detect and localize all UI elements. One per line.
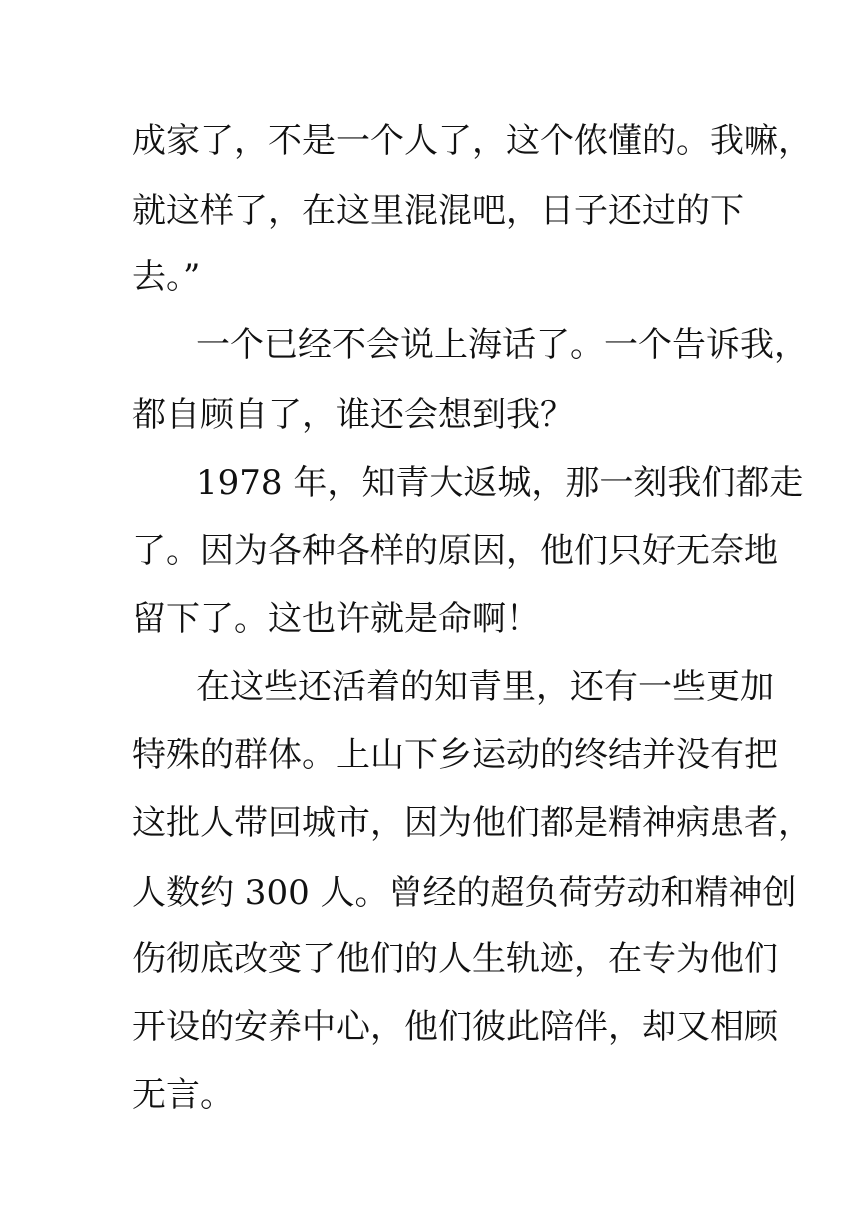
paragraph-4-line-6: 开设的安养中心，他们彼此陪伴，却又相顾 bbox=[132, 1007, 778, 1047]
paragraph-4-line-5: 伤彻底改变了他们的人生轨迹，在专为他们 bbox=[132, 939, 778, 979]
paragraph-4-line-3: 这批人带回城市，因为他们都是精神病患者， bbox=[132, 803, 812, 843]
paragraph-1-line-1: 成家了，不是一个人了，这个侬懂的。我嘛， bbox=[132, 121, 812, 161]
paragraph-3-line-3: 留下了。这也许就是命啊！ bbox=[132, 599, 540, 639]
paragraph-4-line-2: 特殊的群体。上山下乡运动的终结并没有把 bbox=[132, 735, 778, 775]
paragraph-2-line-1: 一个已经不会说上海话了。一个告诉我， bbox=[196, 325, 808, 365]
paragraph-1-line-3: 去。” bbox=[132, 257, 201, 297]
paragraph-3-line-2: 了。因为各种各样的原因，他们只好无奈地 bbox=[132, 531, 778, 571]
paragraph-4-line-7: 无言。 bbox=[132, 1075, 234, 1115]
paragraph-4-line-4: 人数约 300 人。曾经的超负荷劳动和精神创 bbox=[132, 873, 797, 913]
paragraph-2-line-2: 都自顾自了，谁还会想到我？ bbox=[132, 395, 574, 435]
paragraph-1-line-2: 就这样了，在这里混混吧，日子还过的下 bbox=[132, 191, 744, 231]
paragraph-4-line-1: 在这些还活着的知青里，还有一些更加 bbox=[196, 667, 774, 707]
paragraph-3-line-1: 1978 年，知青大返城，那一刻我们都走 bbox=[196, 463, 804, 503]
